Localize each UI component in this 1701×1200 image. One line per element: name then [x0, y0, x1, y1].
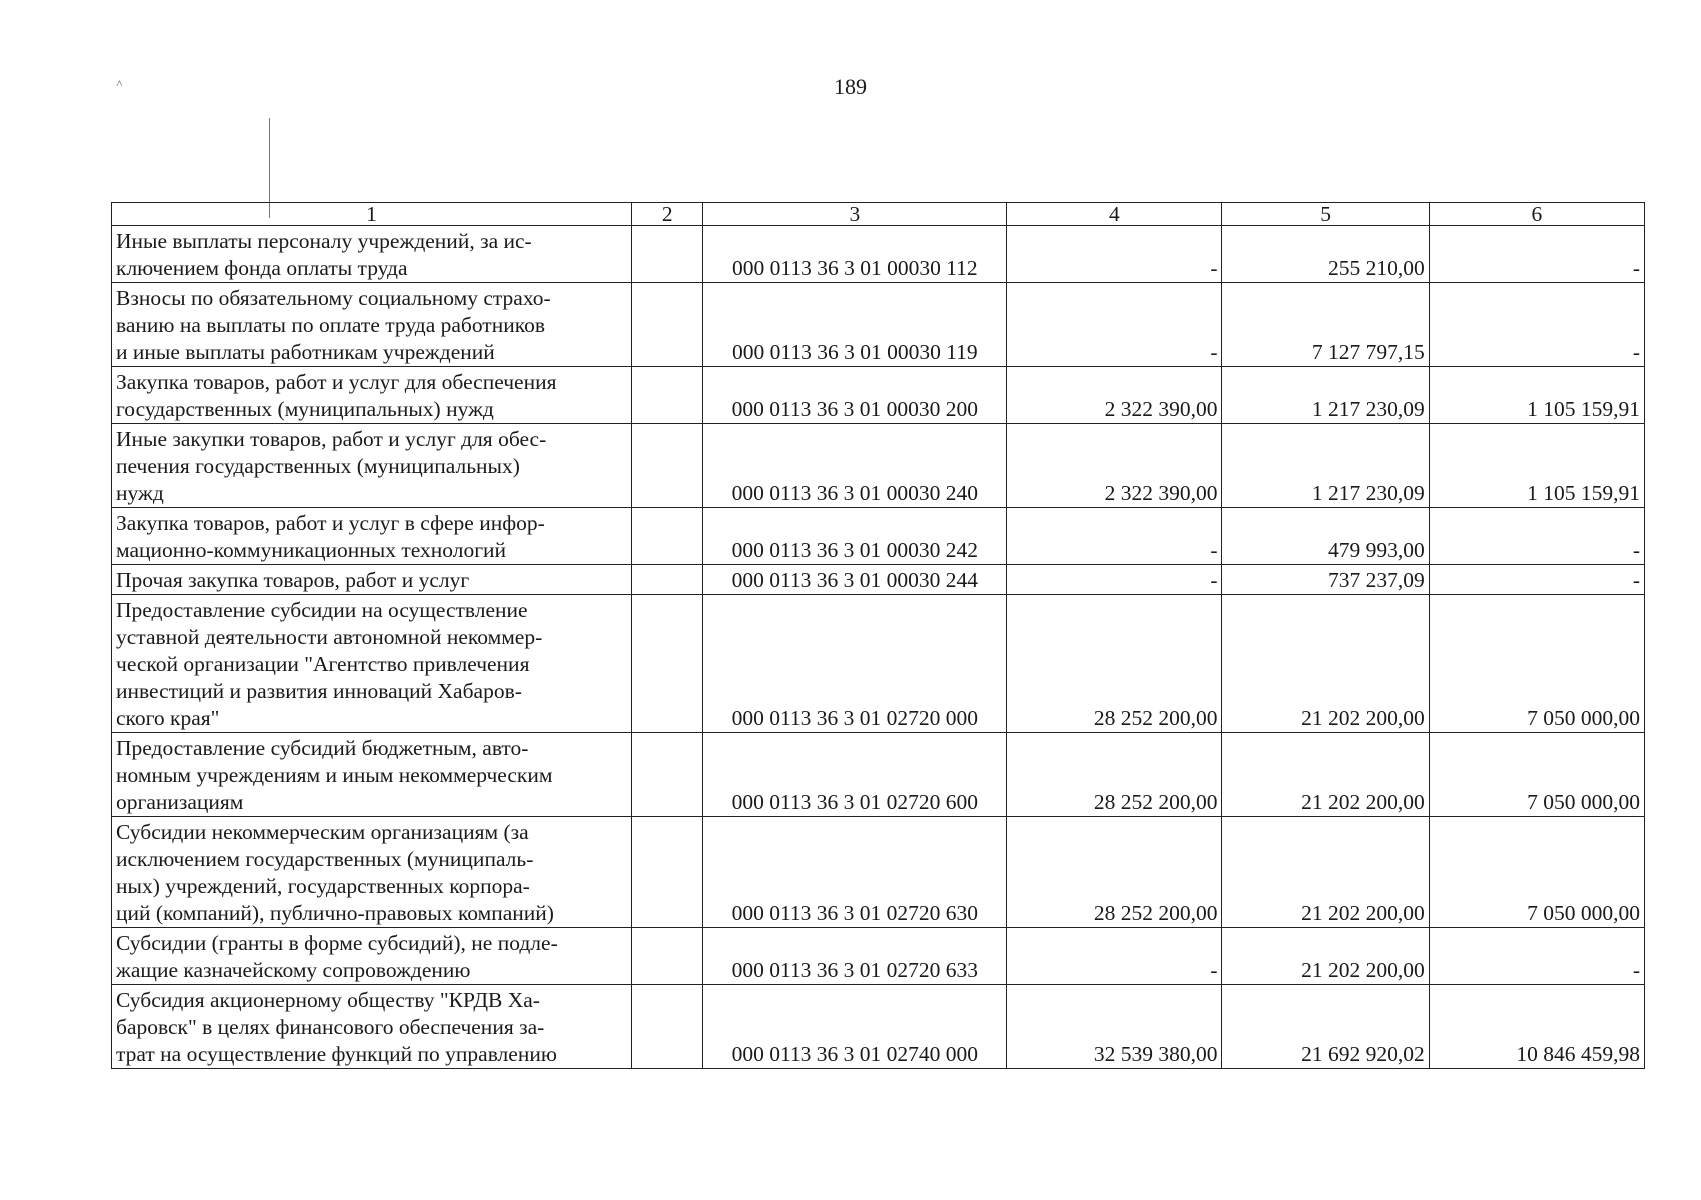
row-name-cell: Предоставление субсидий бюджетным, авто- номным учреждениям и иным некоммерческим организациям: [112, 733, 632, 817]
row-col5-cell: 1 217 230,09: [1222, 367, 1429, 424]
row-col2-cell: [632, 985, 703, 1069]
row-name-cell: Иные выплаты персоналу учреждений, за ис- ключением фонда оплаты труда: [112, 226, 632, 283]
row-col5-cell: 479 993,00: [1222, 508, 1429, 565]
row-col5-cell: 255 210,00: [1222, 226, 1429, 283]
row-col4-cell: -: [1007, 508, 1222, 565]
row-col6-cell: -: [1429, 508, 1644, 565]
row-col2-cell: [632, 733, 703, 817]
row-col2-cell: [632, 226, 703, 283]
row-col4-cell: 28 252 200,00: [1007, 817, 1222, 928]
row-name-cell: Закупка товаров, работ и услуг для обеспечения государственных (муниципальных) нужд: [112, 367, 632, 424]
row-col4-cell: 32 539 380,00: [1007, 985, 1222, 1069]
row-col6-cell: 10 846 459,98: [1429, 985, 1644, 1069]
row-col6-cell: -: [1429, 565, 1644, 595]
row-col2-cell: [632, 367, 703, 424]
row-name-cell: Субсидии некоммерческим организациям (за исключением государственных (муниципаль- ных) учреждений, государственных корпора- ций (компаний), публично-правовых компаний): [112, 817, 632, 928]
row-col2-cell: [632, 283, 703, 367]
row-col5-cell: 737 237,09: [1222, 565, 1429, 595]
table-row: [112, 424, 1645, 508]
row-col2-cell: [632, 565, 703, 595]
row-col5-cell: 21 202 200,00: [1222, 733, 1429, 817]
column-header: 6: [1429, 203, 1644, 226]
row-code-cell: 000 0113 36 3 01 00030 242: [703, 508, 1007, 565]
row-col4-cell: -: [1007, 283, 1222, 367]
row-code-cell: 000 0113 36 3 01 00030 119: [703, 283, 1007, 367]
row-name-cell: Закупка товаров, работ и услуг в сфере инфор- мационно-коммуникационных технологий: [112, 508, 632, 565]
table-row: [112, 817, 1645, 928]
row-name-cell: Субсидия акционерному обществу "КРДВ Ха- баровск" в целях финансового обеспечения за- трат на осуществление функций по управлению: [112, 985, 632, 1069]
row-code-cell: 000 0113 36 3 01 00030 200: [703, 367, 1007, 424]
column-header: 3: [703, 203, 1007, 226]
row-name-cell: Взносы по обязательному социальному страхо- ванию на выплаты по оплате труда работников и иные выплаты работникам учреждений: [112, 283, 632, 367]
row-col5-cell: 1 217 230,09: [1222, 424, 1429, 508]
row-code-cell: 000 0113 36 3 01 00030 240: [703, 424, 1007, 508]
row-name-cell: Предоставление субсидии на осуществление уставной деятельности автономной некоммер- ческой организации "Агентство привлечения инвестиций и развития инноваций Хабаров- ского края": [112, 595, 632, 733]
row-col6-cell: 7 050 000,00: [1429, 733, 1644, 817]
row-col5-cell: 7 127 797,15: [1222, 283, 1429, 367]
row-col5-cell: 21 692 920,02: [1222, 985, 1429, 1069]
row-code-cell: 000 0113 36 3 01 02740 000: [703, 985, 1007, 1069]
table-body: [112, 226, 1645, 1069]
table-row: [112, 283, 1645, 367]
row-col6-cell: -: [1429, 226, 1644, 283]
table-row: [112, 928, 1645, 985]
row-code-cell: 000 0113 36 3 01 00030 112: [703, 226, 1007, 283]
row-col6-cell: 7 050 000,00: [1429, 595, 1644, 733]
column-header: 1: [112, 203, 632, 226]
row-col4-cell: 28 252 200,00: [1007, 733, 1222, 817]
row-name-cell: Субсидии (гранты в форме субсидий), не подле- жащие казначейскому сопровождению: [112, 928, 632, 985]
table-row: [112, 985, 1645, 1069]
row-col5-cell: 21 202 200,00: [1222, 595, 1429, 733]
row-col4-cell: -: [1007, 565, 1222, 595]
row-code-cell: 000 0113 36 3 01 02720 630: [703, 817, 1007, 928]
row-col6-cell: -: [1429, 928, 1644, 985]
table-header-row: [112, 203, 1645, 226]
table-row: [112, 508, 1645, 565]
row-code-cell: 000 0113 36 3 01 02720 633: [703, 928, 1007, 985]
row-col2-cell: [632, 424, 703, 508]
row-col4-cell: 2 322 390,00: [1007, 367, 1222, 424]
row-col6-cell: 1 105 159,91: [1429, 367, 1644, 424]
table-row: [112, 565, 1645, 595]
row-col6-cell: -: [1429, 283, 1644, 367]
column-header: 5: [1222, 203, 1429, 226]
table-row: [112, 595, 1645, 733]
page-number: 189: [834, 74, 867, 99]
row-col2-cell: [632, 595, 703, 733]
table-row: [112, 367, 1645, 424]
row-code-cell: 000 0113 36 3 01 00030 244: [703, 565, 1007, 595]
row-code-cell: 000 0113 36 3 01 02720 600: [703, 733, 1007, 817]
row-col2-cell: [632, 928, 703, 985]
column-header: 4: [1007, 203, 1222, 226]
table-row: [112, 733, 1645, 817]
row-col4-cell: -: [1007, 226, 1222, 283]
row-col2-cell: [632, 817, 703, 928]
row-name-cell: Прочая закупка товаров, работ и услуг: [112, 565, 632, 595]
table-row: [112, 226, 1645, 283]
row-col4-cell: 28 252 200,00: [1007, 595, 1222, 733]
column-header: 2: [632, 203, 703, 226]
row-name-cell: Иные закупки товаров, работ и услуг для обес- печения государственных (муниципальных) нужд: [112, 424, 632, 508]
scan-artifact-dot: ˄: [116, 76, 123, 90]
row-col5-cell: 21 202 200,00: [1222, 928, 1429, 985]
row-col5-cell: 21 202 200,00: [1222, 817, 1429, 928]
row-col4-cell: 2 322 390,00: [1007, 424, 1222, 508]
budget-table: [111, 202, 1645, 1069]
row-col4-cell: -: [1007, 928, 1222, 985]
row-col6-cell: 7 050 000,00: [1429, 817, 1644, 928]
row-col6-cell: 1 105 159,91: [1429, 424, 1644, 508]
row-code-cell: 000 0113 36 3 01 02720 000: [703, 595, 1007, 733]
row-col2-cell: [632, 508, 703, 565]
